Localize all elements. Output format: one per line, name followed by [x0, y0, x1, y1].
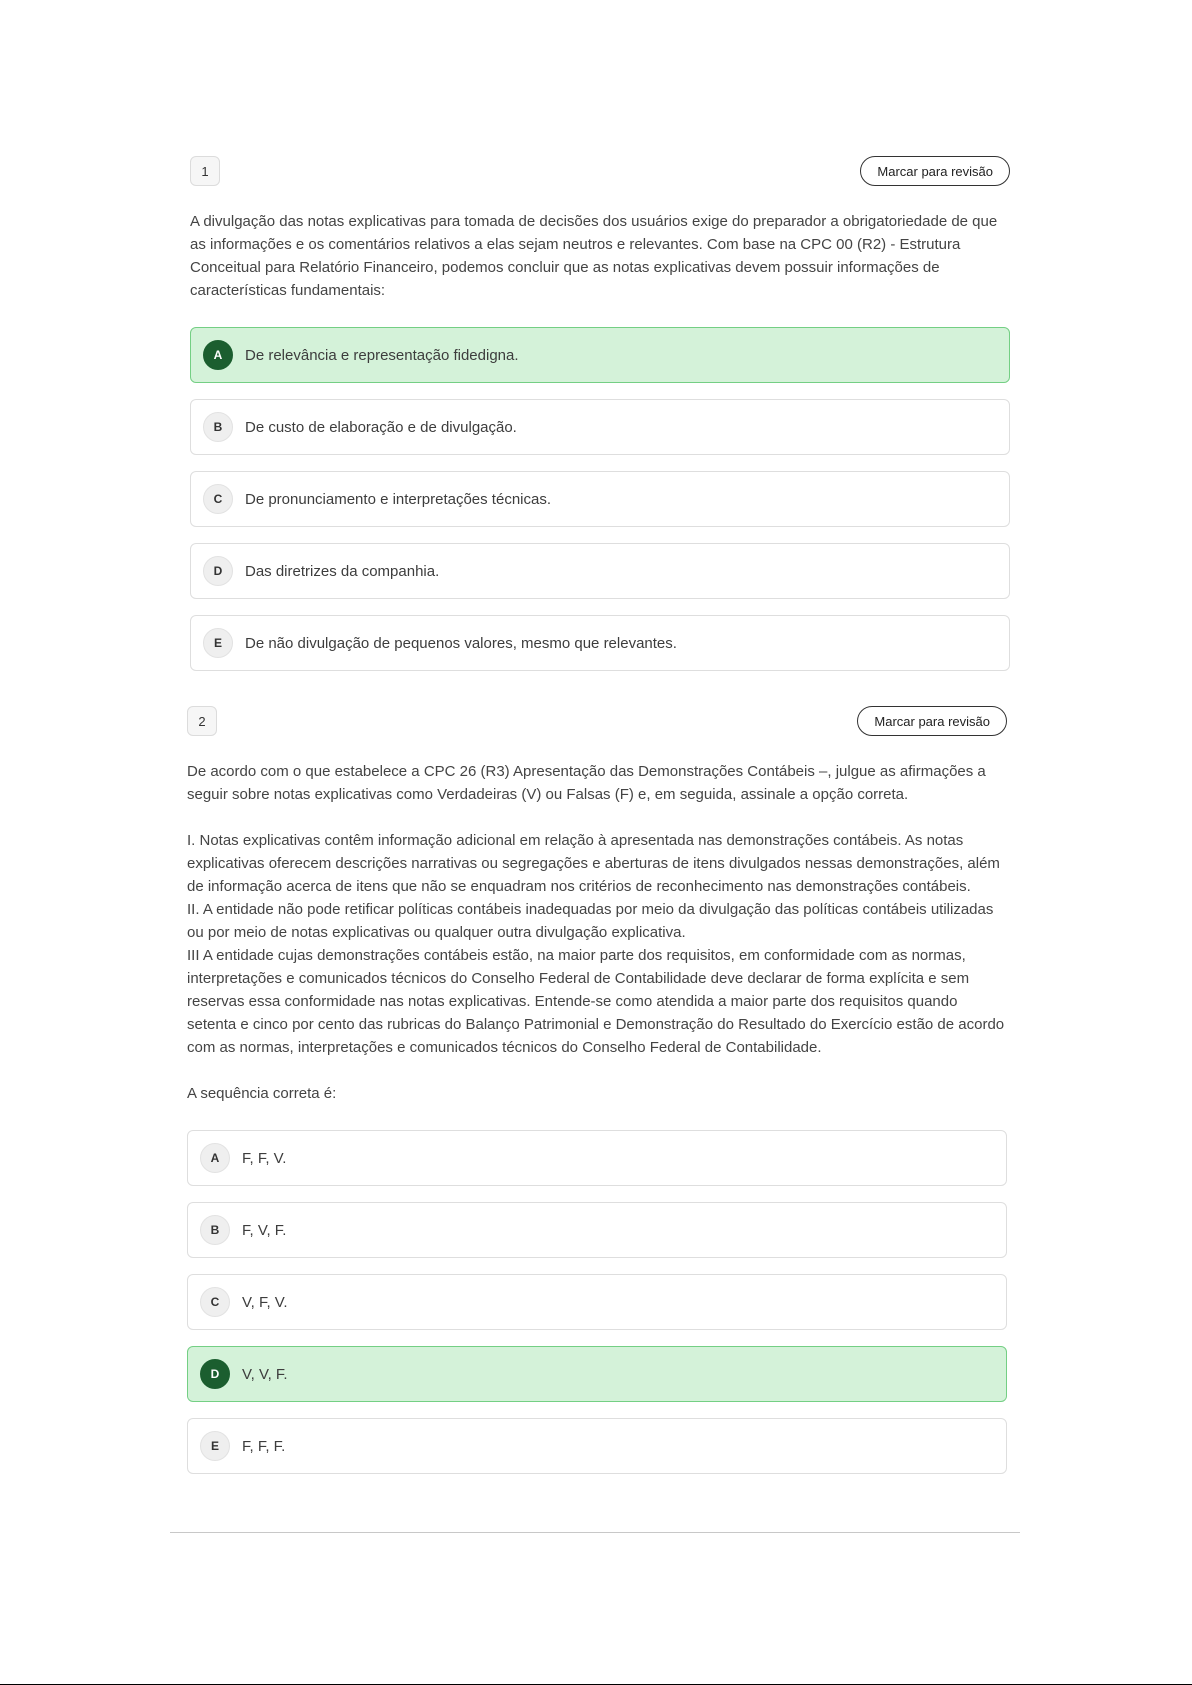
option-text: De não divulgação de pequenos valores, mesmo que relevantes.	[245, 634, 677, 652]
mark-for-review-button[interactable]: Marcar para revisão	[860, 156, 1010, 186]
option-d[interactable]	[190, 543, 1010, 599]
capture-clip-area	[0, 1533, 1192, 1685]
option-letter-badge: E	[200, 1431, 230, 1461]
option-text: F, F, V.	[242, 1149, 287, 1167]
question-statement: A divulgação das notas explicativas para tomada de decisões dos usuários exige do preparador a obrigatoriedade de que as informações e os comentários relativos a elas sejam neutros e relevantes. Com base na CPC 00 (R2) - Estrutura Conceitual para Relatório Financeiro, podemos concluir que as notas explicativas devem possuir informações de características fundamentais:	[190, 213, 998, 299]
mark-for-review-button[interactable]: Marcar para revisão	[857, 706, 1007, 736]
option-text: Das diretrizes da companhia.	[245, 562, 440, 580]
question-1	[190, 156, 1010, 687]
option-text: De custo de elaboração e de divulgação.	[245, 418, 517, 436]
statement-item-ii: II. A entidade não pode retificar políticas contábeis inadequadas por meio da divulgação das políticas contábeis utilizadas ou por meio de notas explicativas ou qualquer outra divulgação explicativa.	[187, 901, 994, 941]
option-letter-badge: A	[200, 1143, 230, 1173]
option-c[interactable]	[190, 471, 1010, 527]
option-b[interactable]	[187, 1202, 1007, 1258]
question-number: 1	[190, 156, 220, 186]
question-prompt: A sequência correta é:	[187, 1085, 337, 1102]
option-letter-badge: D	[203, 556, 233, 586]
capture-clip-divider	[170, 1532, 1020, 1533]
question-number: 2	[187, 706, 217, 736]
option-letter-badge: E	[203, 628, 233, 658]
statement-items	[187, 829, 1007, 1059]
option-text: F, F, F.	[242, 1437, 286, 1455]
question-header	[187, 706, 1007, 736]
statement-item-iii: III A entidade cujas demonstrações contábeis estão, na maior parte dos requisitos, em conformidade com as normas, interpretações e comunicados técnicos do Conselho Federal de Contabilidade deve declarar de forma explícita e sem reservas essa conformidade nas notas explicativas. Entende-se como atendida a maior parte dos requisitos quando setenta e cinco por cento das rubricas do Balanço Patrimonial e Demonstração do Resultado do Exercício estão de acordo com as normas, interpretações e comunicados técnicos do Conselho Federal de Contabilidade.	[187, 947, 1005, 1056]
option-letter-badge: D	[200, 1359, 230, 1389]
option-e[interactable]	[190, 615, 1010, 671]
option-e[interactable]	[187, 1418, 1007, 1474]
option-b[interactable]	[190, 399, 1010, 455]
option-text: De relevância e representação fidedigna.	[245, 346, 519, 364]
option-letter-badge: C	[200, 1287, 230, 1317]
option-c[interactable]	[187, 1274, 1007, 1330]
statement-item-i: I. Notas explicativas contêm informação adicional em relação à apresentada nas demonstrações contábeis. As notas explicativas oferecem descrições narrativas ou segregações e aberturas de itens divulgados nessas demonstrações, além de informação acerca de itens que não se enquadram nos critérios de reconhecimento nas demonstrações contábeis.	[187, 832, 1000, 895]
option-text: V, V, F.	[242, 1365, 288, 1383]
option-text: V, F, V.	[242, 1293, 288, 1311]
question-header	[190, 156, 1010, 186]
question-2	[187, 706, 1007, 1490]
option-letter-badge: A	[203, 340, 233, 370]
option-text: F, V, F.	[242, 1221, 287, 1239]
option-letter-badge: B	[203, 412, 233, 442]
option-text: De pronunciamento e interpretações técnicas.	[245, 490, 552, 508]
option-a[interactable]	[187, 1130, 1007, 1186]
answer-options	[187, 1130, 1007, 1474]
option-letter-badge: C	[203, 484, 233, 514]
question-statement: De acordo com o que estabelece a CPC 26 (R3) Apresentação das Demonstrações Contábeis –, julgue as afirmações a seguir sobre notas explicativas como Verdadeiras (V) ou Falsas (F) e, em seguida, assinale a opção correta.	[187, 763, 986, 803]
option-letter-badge: B	[200, 1215, 230, 1245]
option-d[interactable]	[187, 1346, 1007, 1402]
answer-options	[190, 327, 1010, 671]
option-a[interactable]	[190, 327, 1010, 383]
